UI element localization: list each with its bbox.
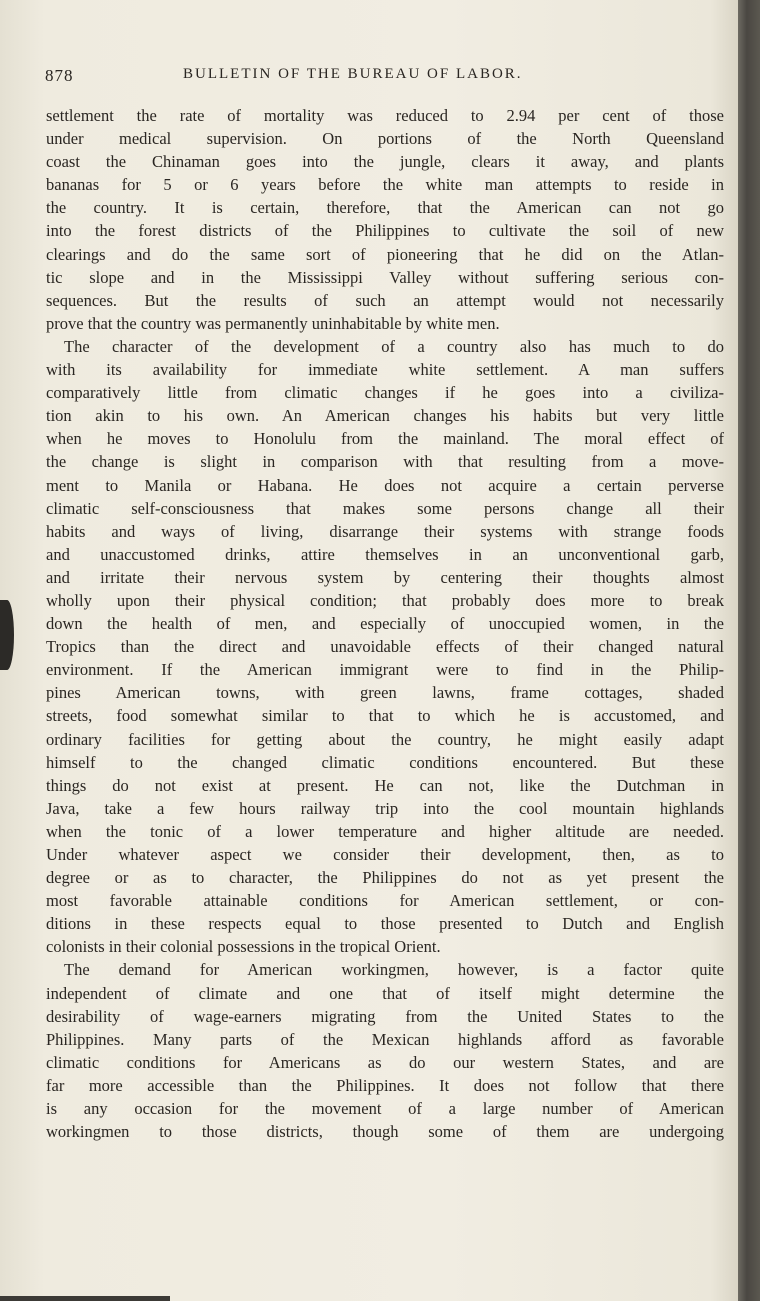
text-line: coast the Chinaman goes into the jungle, clears it away, and plants [46, 152, 724, 172]
text-line: prove that the country was permanently uninhabitable by white men. [46, 313, 500, 333]
page-edge-shadow [738, 0, 760, 1301]
paragraph-1 [46, 104, 724, 335]
text-line: ordinary facilities for getting about the country, he might easily adapt [46, 729, 724, 749]
text-line: ment to Manila or Habana. He does not acquire a certain perverse [46, 475, 724, 495]
text-line: Philippines. Many parts of the Mexican highlands afford as favorable [46, 1029, 724, 1049]
text-line: clearings and do the same sort of pioneering that he did on the Atlan- [46, 244, 724, 264]
text-line: Under whatever aspect we consider their development, then, as to [46, 845, 724, 864]
text-line: settlement the rate of mortality was reduced to 2.94 per cent of those [46, 106, 724, 125]
text-line: tic slope and in the Mississippi Valley without suffering serious con- [46, 267, 724, 287]
text-line: when the tonic of a lower temperature and higher altitude are needed. [46, 821, 724, 841]
text-line: down the health of men, and especially of unoccupied women, in the [46, 614, 724, 634]
page-header [45, 66, 725, 88]
text-line: far more accessible than the Philippines. It does not follow that there [46, 1075, 724, 1095]
text-line: bananas for 5 or 6 years before the white man attempts to reside in [46, 175, 724, 195]
running-title: BULLETIN OF THE BUREAU OF LABOR. [183, 66, 523, 82]
text-line: environment. If the American immigrant were to find in the Philip- [46, 660, 724, 680]
text-line: with its availability for immediate white settlement. A man suffers [46, 360, 724, 380]
text-line: under medical supervision. On portions of the North Queensland [46, 129, 724, 149]
text-line: the change is slight in comparison with that resulting from a move- [46, 452, 724, 472]
binding-mark [0, 600, 14, 670]
text-line: habits and ways of living, disarrange their systems with strange foods [46, 521, 724, 541]
paragraph-3 [46, 958, 724, 1143]
text-line: climatic conditions for Americans as do our western States, and are [46, 1052, 724, 1072]
text-line: Tropics than the direct and unavoidable effects of their changed natural [46, 637, 724, 657]
text-line: himself to the changed climatic conditions encountered. But these [46, 752, 724, 772]
text-line: things do not exist at present. He can not, like the Dutchman in [46, 775, 724, 795]
text-line: pines American towns, with green lawns, frame cottages, shaded [46, 683, 724, 703]
scan-strip [0, 1296, 170, 1301]
text-line: The character of the development of a country also has much to do [64, 336, 724, 356]
text-line: into the forest districts of the Philippines to cultivate the soil of new [46, 221, 724, 241]
text-line: ditions in these respects equal to those presented to Dutch and English [46, 914, 724, 934]
text-line: desirability of wage-earners migrating from the United States to the [46, 1006, 724, 1026]
text-line: is any occasion for the movement of a large number of American [46, 1099, 724, 1119]
text-line: independent of climate and one that of itself might determine the [46, 983, 724, 1003]
page-number: 878 [45, 66, 74, 85]
text-line: streets, food somewhat similar to that to which he is accustomed, and [46, 706, 724, 726]
text-line: climatic self-consciousness that makes some persons change all their [46, 498, 724, 518]
paragraph-2 [46, 335, 724, 959]
text-line: comparatively little from climatic changes if he goes into a civiliza- [46, 383, 724, 403]
text-line: Java, take a few hours railway trip into the cool mountain highlands [46, 798, 724, 818]
text-line: tion akin to his own. An American changes his habits but very little [46, 406, 724, 426]
text-line: degree or as to character, the Philippines do not as yet present the [46, 868, 724, 888]
text-line: the country. It is certain, therefore, that the American can not go [46, 198, 724, 218]
text-line: sequences. But the results of such an attempt would not necessarily [46, 290, 724, 310]
text-line: The demand for American workingmen, however, is a factor quite [64, 960, 724, 980]
body-text [46, 104, 724, 1143]
text-line: when he moves to Honolulu from the mainland. The moral effect of [46, 429, 724, 449]
text-line: wholly upon their physical condition; that probably does more to break [46, 590, 724, 610]
text-line: and irritate their nervous system by centering their thoughts almost [46, 567, 724, 587]
text-line: most favorable attainable conditions for American settlement, or con- [46, 891, 724, 911]
text-line: and unaccustomed drinks, attire themselves in an unconventional garb, [46, 544, 724, 564]
text-line: colonists in their colonial possessions in the tropical Orient. [46, 937, 441, 957]
text-line: workingmen to those districts, though some of them are undergoing [46, 1122, 724, 1142]
